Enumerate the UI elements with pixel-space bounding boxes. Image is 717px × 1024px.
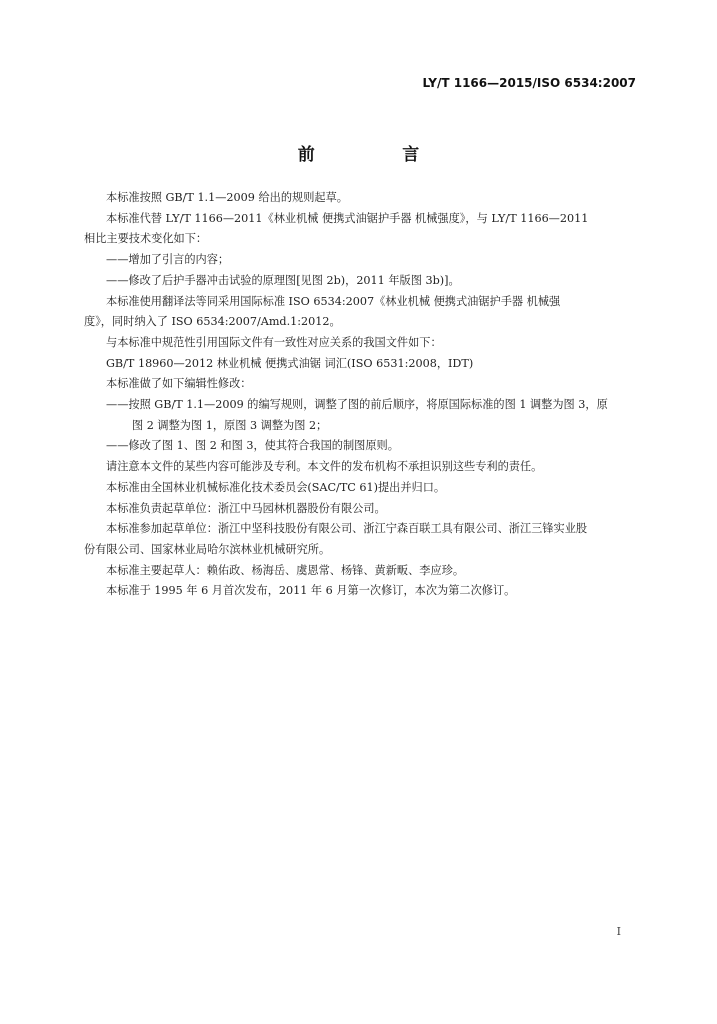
paragraph-continuation: 相比主要技术变化如下： — [84, 232, 208, 246]
list-item: ——增加了引言的内容； — [106, 253, 230, 267]
list-item: ——修改了后护手器冲击试验的原理图[见图 2b)，2011 年版图 3b)]。 — [106, 273, 460, 287]
paragraph-continuation: 度》，同时纳入了 ISO 6534:2007/Amd.1:2012。 — [84, 315, 341, 329]
paragraph: 本标准参加起草单位：浙江中坚科技股份有限公司、浙江宁森百联工具有限公司、浙江三锋实业股 — [106, 522, 588, 536]
standard-code: LY/T 1166—2015/ISO 6534:2007 — [422, 76, 636, 90]
paragraph: 本标准代替 LY/T 1166—2011《林业机械 便携式油锯护手器 机械强度》，与 LY/T 1166—2011 — [106, 211, 589, 225]
paragraph: 本标准做了如下编辑性修改： — [106, 377, 252, 391]
list-item: ——修改了图 1、图 2 和图 3，使其符合我国的制图原则。 — [106, 439, 399, 453]
paragraph: 本标准主要起草人：赖佑政、杨海岳、虞恩常、杨锋、黄新畈、李应珍。 — [106, 563, 465, 577]
paragraph: 本标准于 1995 年 6 月首次发布，2011 年 6 月第一次修订，本次为第二次修订。 — [106, 584, 516, 598]
paragraph: 本标准使用翻译法等同采用国际标准 ISO 6534:2007《林业机械 便携式油锯护手器 机械强 — [106, 294, 561, 308]
page-number: I — [616, 925, 621, 938]
paragraph: 与本标准中规范性引用国际文件有一致性对应关系的我国文件如下： — [106, 335, 442, 349]
paragraph: 本标准负责起草单位：浙江中马园林机器股份有限公司。 — [106, 501, 386, 515]
paragraph: 本标准按照 GB/T 1.1—2009 给出的规则起草。 — [106, 191, 348, 204]
paragraph: 请注意本文件的某些内容可能涉及专利。本文件的发布机构不承担识别这些专利的责任。 — [106, 460, 543, 474]
list-item-continuation: 图 2 调整为图 1，原图 3 调整为图 2； — [132, 418, 328, 432]
page-title: 前 言 — [297, 145, 461, 165]
list-item: ——按照 GB/T 1.1—2009 的编写规则，调整了图的前后顺序，将原国际标准的图 1 调整为图 3，原 — [106, 398, 608, 412]
paragraph: GB/T 18960—2012 林业机械 便携式油锯 词汇(ISO 6531:2008，IDT) — [106, 356, 474, 370]
foreword-body — [84, 188, 639, 602]
paragraph: 本标准由全国林业机械标准化技术委员会(SAC/TC 61)提出并归口。 — [106, 480, 446, 494]
paragraph-continuation: 份有限公司、国家林业局哈尔滨林业机械研究所。 — [84, 542, 331, 556]
